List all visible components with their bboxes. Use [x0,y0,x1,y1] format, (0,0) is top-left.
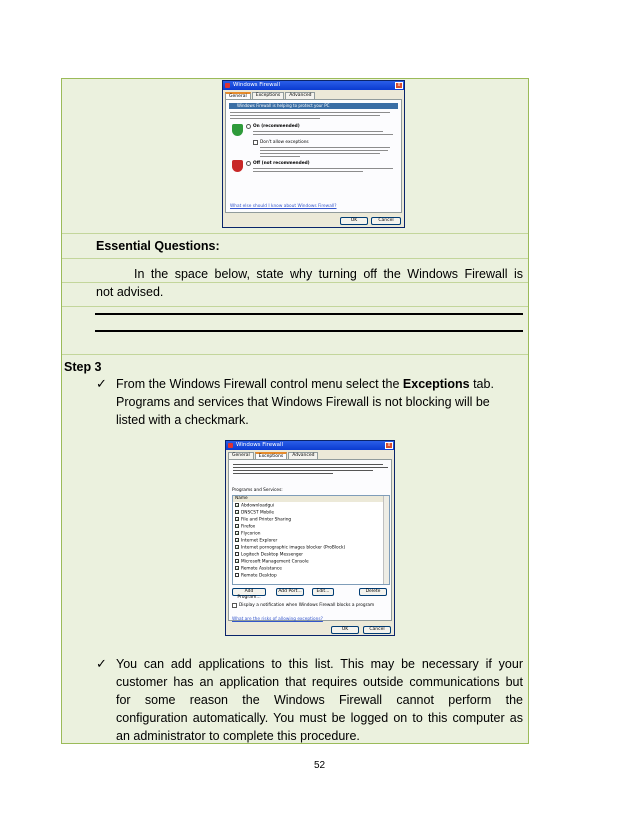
table-row-divider [62,306,528,307]
checkmark-icon: ✓ [96,376,107,391]
bullet2-line-3: for some reason the Windows Firewall cannot perform the [116,693,523,707]
item-name: Internet pornographic images blocker (ProBlock) [241,545,346,551]
bullet2-line-2: customer has an application that requires outside communications but [116,675,523,689]
item-name: Flycorion [241,531,261,537]
radio-off [246,161,251,166]
table-row-divider [62,233,528,234]
answer-line-2 [95,330,523,332]
tab-exceptions: Exceptions [255,452,288,459]
dialog-tabs [228,452,319,459]
list-item [235,573,277,579]
notify-label: Display a notification when Windows Firewall blocks a program [239,603,375,608]
programs-label: Programs and Services: [232,488,283,493]
text-line [260,147,390,148]
item-name: Remote Desktop [241,573,277,579]
bullet1-line-3: listed with a checkmark. [116,413,249,427]
list-item [235,510,274,516]
dont-allow-checkbox [253,140,258,145]
bullet2-line-4: configuration automatically. You must be logged on to this computer as [116,711,523,725]
tab-exceptions: Exceptions [252,92,285,99]
add-port-button: Add Port... [276,588,304,596]
list-item [235,517,291,523]
close-icon: x [395,82,403,89]
text-line [253,168,393,169]
item-name: Firefox [241,524,256,530]
on-label: On (recommended) [253,124,300,129]
text-line [253,134,393,135]
list-item [235,552,303,558]
essential-question-line-1: In the space below, state why turning off the Windows Firewall is [134,267,523,281]
item-name: Internet Explorer [241,538,278,544]
general-pane [225,99,402,213]
text-line [230,112,390,113]
notify-checkbox [232,603,237,608]
checkbox-icon [235,531,239,535]
firewall-exceptions-screenshot [225,440,395,636]
checkmark-icon: ✓ [96,656,107,671]
bullet1-line-1 [116,375,494,393]
radio-on [246,124,251,129]
dialog-title-bar [223,81,404,90]
checkbox-icon [235,517,239,521]
text-line [230,115,380,116]
firewall-general-screenshot [222,80,405,228]
bullet1-line-2: Programs and services that Windows Firewall is not blocking will be [116,395,490,409]
checkbox-icon [235,503,239,507]
firewall-icon [228,443,233,448]
list-item [235,503,274,509]
list-item [235,559,309,565]
bullet1-text: From the Windows Firewall control menu select the [116,377,403,391]
list-header: Name [233,496,384,502]
page-number: 52 [313,760,326,771]
exceptions-pane [228,459,392,621]
edit-button: Edit... [312,588,334,596]
text-line [233,467,388,468]
ok-button: OK [331,626,359,634]
checkbox-icon [235,510,239,514]
list-scrollbar [383,496,389,584]
checkbox-icon [235,552,239,556]
text-line [233,464,383,465]
checkbox-icon [235,538,239,542]
checkbox-icon [235,545,239,549]
table-row-divider [62,258,528,259]
cancel-button: Cancel [371,217,401,225]
answer-line-1 [95,313,523,315]
tab-advanced: Advanced [285,92,315,99]
red-shield-icon [232,160,243,172]
text-line [253,131,383,132]
dont-allow-label: Don't allow exceptions [260,140,309,145]
checkbox-icon [235,559,239,563]
checkbox-icon [235,566,239,570]
ok-button: OK [340,217,368,225]
item-name: File and Printer Sharing [241,517,292,523]
list-item [235,566,282,572]
text-line [260,153,380,154]
checkbox-icon [235,573,239,577]
text-line [233,473,333,474]
list-item [235,538,277,544]
status-banner: Windows Firewall is helping to protect your PC [229,103,398,109]
item-name: DNSCST Mobile [241,510,275,516]
list-item [235,531,261,537]
tab-advanced: Advanced [288,452,318,459]
programs-list [232,495,390,585]
tab-general: General [228,452,254,459]
cancel-button: Cancel [363,626,391,634]
green-shield-icon [232,124,243,136]
dialog-tabs [225,92,316,99]
dialog-title-bar [226,441,394,450]
step-heading: Step 3 [64,360,102,374]
delete-button: Delete [359,588,387,596]
item-name: Abdownloadgui [241,503,275,509]
item-name: Remote Assistance [241,566,282,572]
bullet1-text-end: tab. [469,377,494,391]
close-icon: x [385,442,393,449]
text-line [260,156,300,157]
text-line [260,150,388,151]
add-program-button: Add Program... [232,588,266,596]
checkbox-icon [235,524,239,528]
risks-link: What are the risks of allowing exceptions? [232,617,323,622]
help-link: What else should I know about Windows Firewall? [230,204,337,209]
dialog-title: Windows Firewall [236,442,284,448]
list-item [235,524,255,530]
essential-questions-heading: Essential Questions: [96,239,220,253]
off-label: Off (not recommended) [253,161,310,166]
bullet2-line-5: an administrator to complete this procedure. [116,729,360,743]
table-row-divider [62,354,528,355]
bullet1-bold-text: Exceptions [402,377,470,391]
text-line [230,118,320,119]
text-line [233,470,373,471]
bullet2-line-1: You can add applications to this list. This may be necessary if your [116,657,523,671]
list-item [235,545,345,551]
dialog-title: Windows Firewall [233,82,281,88]
item-name: Logitech Desktop Messenger [241,552,304,558]
firewall-icon [225,83,230,88]
item-name: Microsoft Management Console [241,559,309,565]
essential-question-line-2: not advised. [96,285,164,299]
tab-general: General [225,92,251,99]
text-line [253,171,363,172]
